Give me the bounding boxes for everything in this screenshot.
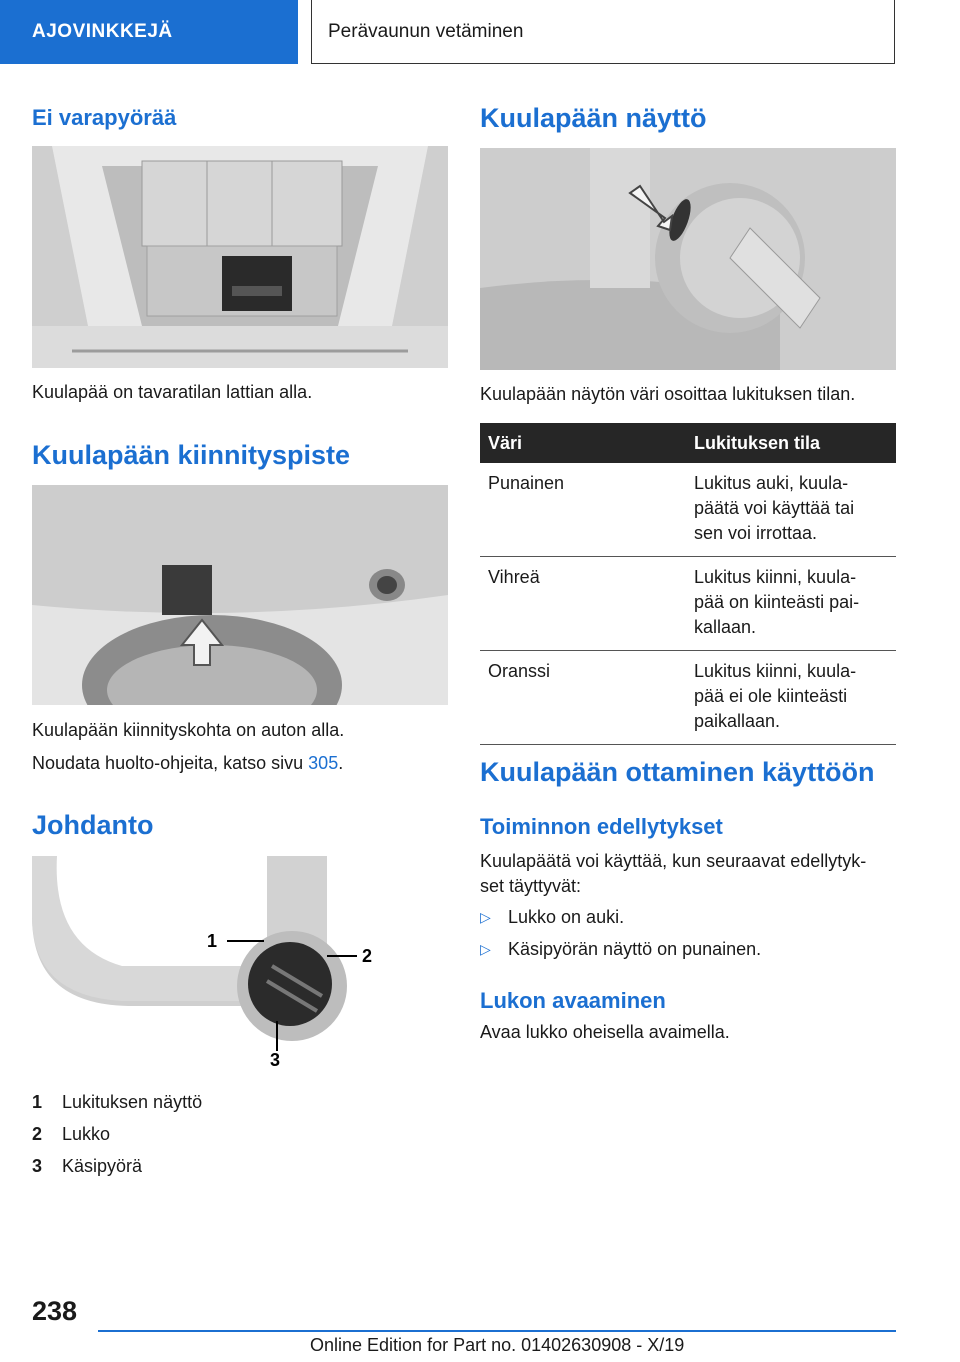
heading-unlock: Lukon avaaminen bbox=[480, 988, 666, 1013]
heading-conditions: Toiminnon edellytykset bbox=[480, 814, 723, 839]
page-number: 238 bbox=[32, 1296, 78, 1326]
table-row: Vihreä Lukitus kiinni, kuula- pää on kiinteästi pai- kallaan. bbox=[480, 557, 896, 651]
table-row: Punainen Lukitus auki, kuula- päätä voi käyttää tai sen voi irrottaa. bbox=[480, 463, 896, 557]
text-conditions: Kuulapäätä voi käyttää, kun seuraavat edellytyk- set täyttyvät: bbox=[480, 851, 867, 896]
heading-use: Kuulapään ottaminen käyttöön bbox=[480, 757, 875, 787]
callout-2: 2 bbox=[362, 946, 373, 966]
lock-status-table bbox=[480, 423, 896, 745]
column-header-status: Lukituksen tila bbox=[686, 423, 896, 463]
column-header-color: Väri bbox=[480, 423, 686, 463]
triangle-bullet-icon: ▷ bbox=[480, 909, 491, 925]
list-item: ▷ Lukko on auki. bbox=[480, 901, 761, 933]
legend-item: 1 Lukituksen näyttö bbox=[32, 1092, 203, 1112]
section-title: AJOVINKKEJÄ bbox=[32, 21, 173, 42]
text-unlock: Avaa lukko oheisella avaimella. bbox=[480, 1022, 730, 1042]
heading-intro: Johdanto bbox=[32, 810, 154, 840]
mount-point-image bbox=[32, 485, 448, 705]
figure-legend bbox=[32, 1086, 202, 1182]
legend-item: 3 Käsipyörä bbox=[32, 1156, 143, 1176]
intro-figure bbox=[32, 856, 448, 1076]
table-row: Oranssi Lukitus kiinni, kuula- pää ei ole kiinteästi paikallaan. bbox=[480, 651, 896, 745]
section-tab bbox=[0, 0, 298, 64]
heading-mount: Kuulapään kiinnityspiste bbox=[32, 440, 351, 470]
heading-no-spare: Ei varapyörää bbox=[32, 105, 177, 130]
display-image bbox=[480, 148, 896, 370]
page-link[interactable]: 305 bbox=[308, 753, 339, 773]
callout-3: 3 bbox=[270, 1050, 281, 1070]
condition-list bbox=[480, 901, 761, 965]
edition-text: Online Edition for Part no. 01402630908 - X/19 bbox=[310, 1335, 685, 1355]
legend-item: 2 Lukko bbox=[32, 1124, 111, 1144]
callout-1: 1 bbox=[207, 931, 218, 951]
text-mount-2: Noudata huolto-ohjeita, katso sivu 305. bbox=[32, 753, 344, 773]
chapter-title: Perävaunun vetäminen bbox=[328, 20, 524, 42]
triangle-bullet-icon: ▷ bbox=[480, 941, 491, 957]
heading-display: Kuulapään näyttö bbox=[480, 103, 707, 133]
text-display: Kuulapään näytön väri osoittaa lukituksen tilan. bbox=[480, 384, 856, 404]
footer-rule bbox=[98, 1330, 896, 1332]
trunk-image bbox=[32, 146, 448, 368]
chapter-box bbox=[311, 0, 895, 64]
text-mount-1: Kuulapään kiinnityskohta on auton alla. bbox=[32, 720, 345, 740]
text-no-spare: Kuulapää on tavaratilan lattian alla. bbox=[32, 382, 313, 402]
list-item: ▷ Käsipyörän näyttö on punainen. bbox=[480, 933, 761, 965]
